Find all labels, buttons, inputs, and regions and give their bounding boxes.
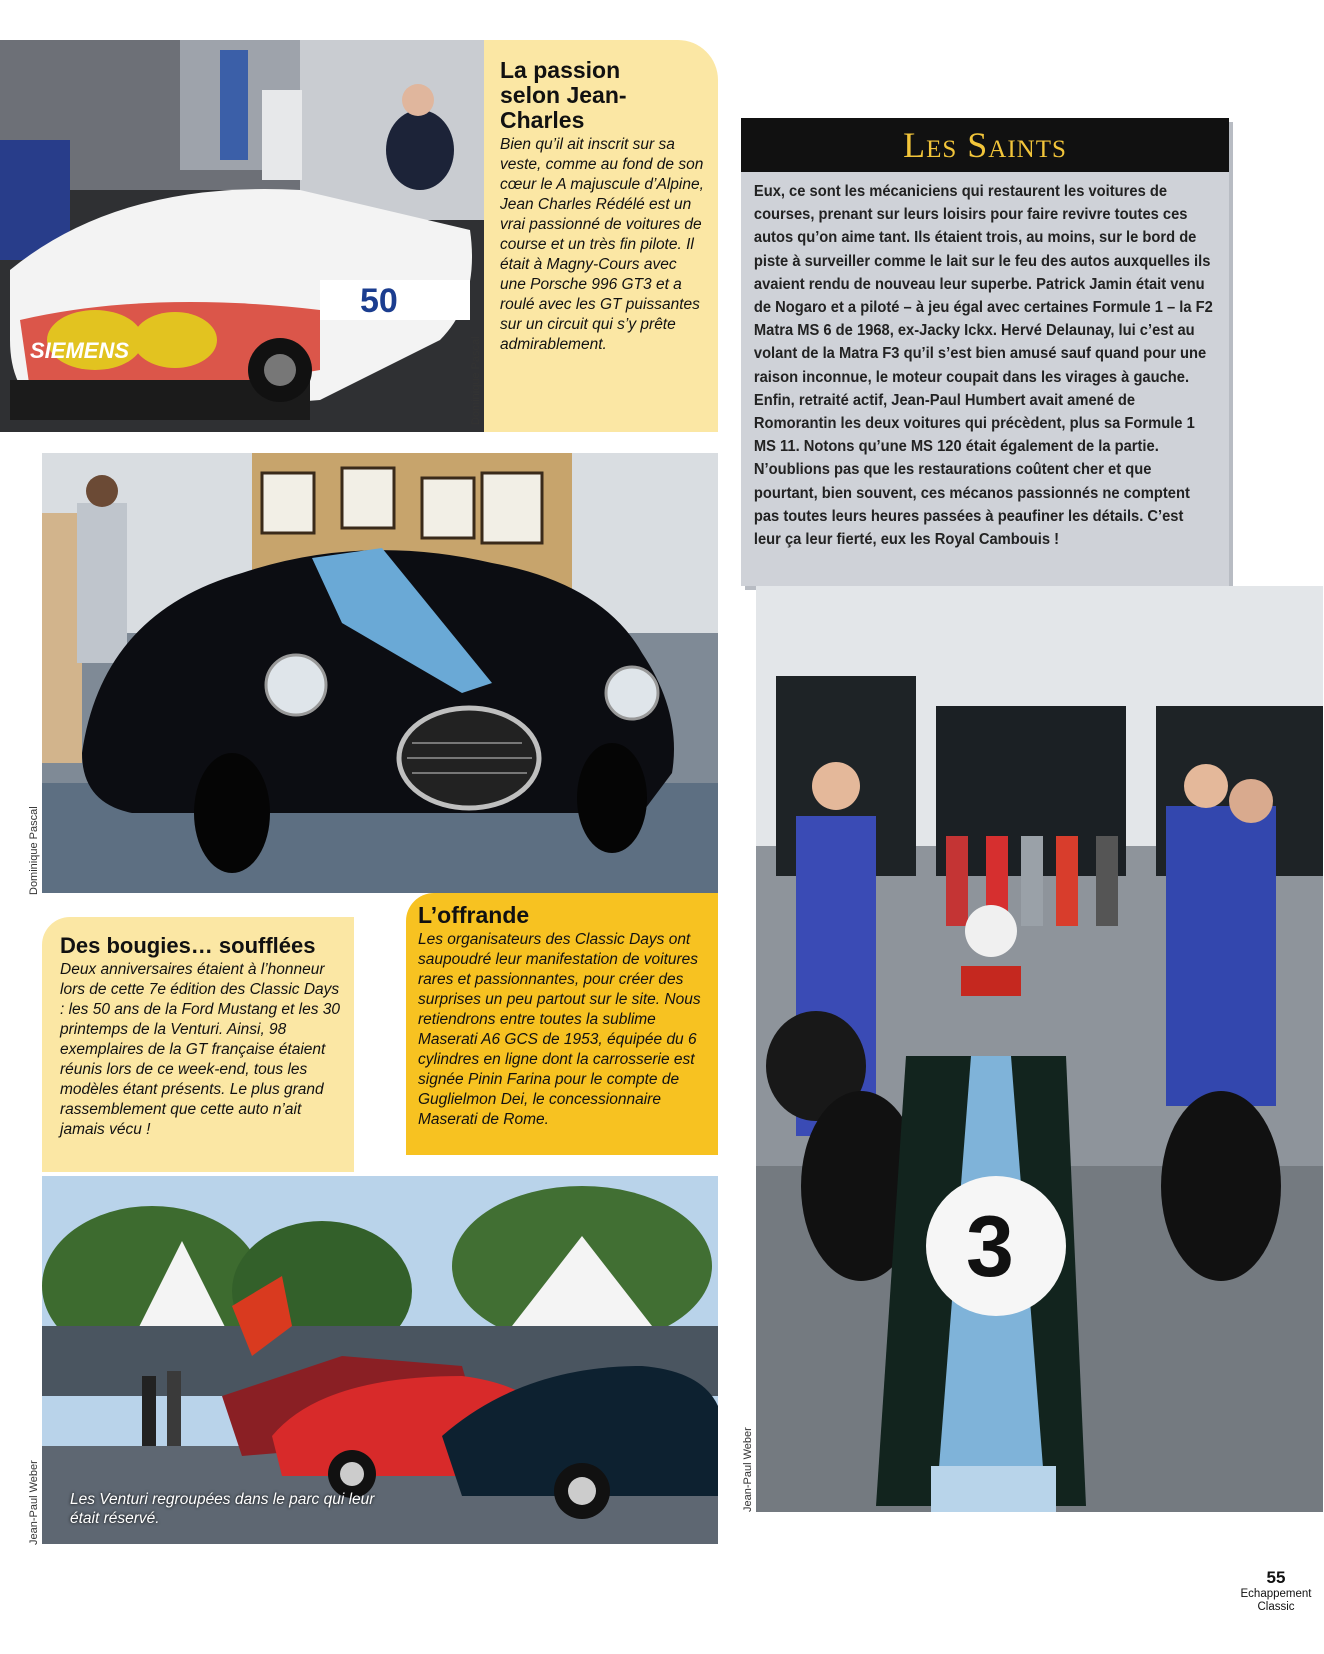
offrande-title: L’offrande [418, 902, 530, 928]
matra-photo-credit: Jean-Paul Weber [742, 1427, 754, 1512]
offrande-text: Les organisateurs des Classic Days ont saupoudré leur manifestation de voitures rares et passionnantes, pour créer des surprises un peu partout sur le site. Nous retiendrons entre toutes la sublime Maserati A6 GCS de 1953, équipée du 6 cylindres en ligne dont la carrosserie est signée Pinin Farina pour le compte de Guglielmon Dei, le concessionnaire Maserati de Rome. [418, 931, 701, 1128]
saints-title: Les Saints [903, 125, 1067, 165]
bougies-title: Des bougies… soufflées [60, 933, 316, 958]
porsche-sponsor: SIEMENS [30, 338, 130, 363]
bougies-text: Deux anniversaires étaient à l’honneur lors de cette 7e édition des Classic Days : les 50 ans de la Ford Mustang et les 30 printemps de la Venturi. Ainsi, 98 exemplaires de la GT française étaient réunis lors de ce week-end, tous les modèles étant présents. Le plus grand rassemblement que cette auto n’ait jamais vécu ! [60, 961, 341, 1138]
bougies-box [42, 917, 354, 1172]
porsche-photo [0, 40, 484, 432]
venturi-photo-credit: Jean-Paul Weber [28, 1460, 40, 1545]
offrande-box [406, 893, 718, 1155]
porsche-number: 50 [360, 282, 398, 320]
passion-box [484, 40, 718, 432]
passion-title: La passion selon Jean-Charles [500, 57, 627, 133]
saints-box [741, 118, 1229, 586]
venturi-photo [42, 1176, 718, 1544]
saints-text: Eux, ce sont les mécaniciens qui restaurent les voitures de courses, prenant sur leurs loisirs pour faire revivre toutes ces autos qu’on aime tant. Ils étaient trois, au moins, sur le bord de piste à surveiller comme le lait sur le feu des autos auxquelles ils avaient rendu de nouveau leur superbe. Patrick Jamin était venu de Nogaro et a piloté – à jeu égal avec certaines Formule 1 – la F2 Matra MS 6 de 1968, ex-Jacky Ickx. Hervé Delaunay, lui c’est au volant de la Matra F3 qu’il s’est bien amusé sauf quand pour une raison inconnue, le moteur coupait dans les virages à gauche. Enfin, retraité actif, Jean-Paul Humbert avait amené de Romorantin les deux voitures qui précèdent, plus sa Formule 1 MS 11. Notons qu’une MS 120 était également de la partie. N’oublions pas que les restaurations coûtent cher et que pourtant, bien souvent, ces mécanos passionnés ne comptent pas toutes leurs heures passées à peaufiner les détails. C’est leur ça leur fierté, eux les Royal Cambouis ! [753, 183, 1213, 549]
venturi-caption: Les Venturi regroupées dans le parc qui leur était réservé. [70, 1491, 375, 1527]
matra-photo [756, 586, 1323, 1512]
page-folio [1236, 1568, 1316, 1614]
maserati-photo-credit: Dominique Pascal [28, 806, 40, 895]
passion-text: Bien qu’il ait inscrit sur sa veste, comme au fond de son cœur le A majuscule d’Alpine, Jean Charles Rédélé est un vrai passionné de voitures de course et un très fin pilote. Il était à Magny-Cours avec une Porsche 996 GT3 et a roulé avec les GT puissantes sur un circuit qui s’y prête admirablement. [500, 136, 704, 353]
magazine-name-line1: Echappement [1240, 1588, 1312, 1600]
magazine-name-line2: Classic [1257, 1601, 1295, 1613]
saints-title-bar [741, 118, 1229, 172]
maserati-photo [42, 453, 718, 893]
porsche-photo-credit: Dominique Pascal [470, 336, 482, 425]
matra-number: 3 [966, 1199, 1014, 1295]
page-number: 55 [1266, 1568, 1286, 1587]
